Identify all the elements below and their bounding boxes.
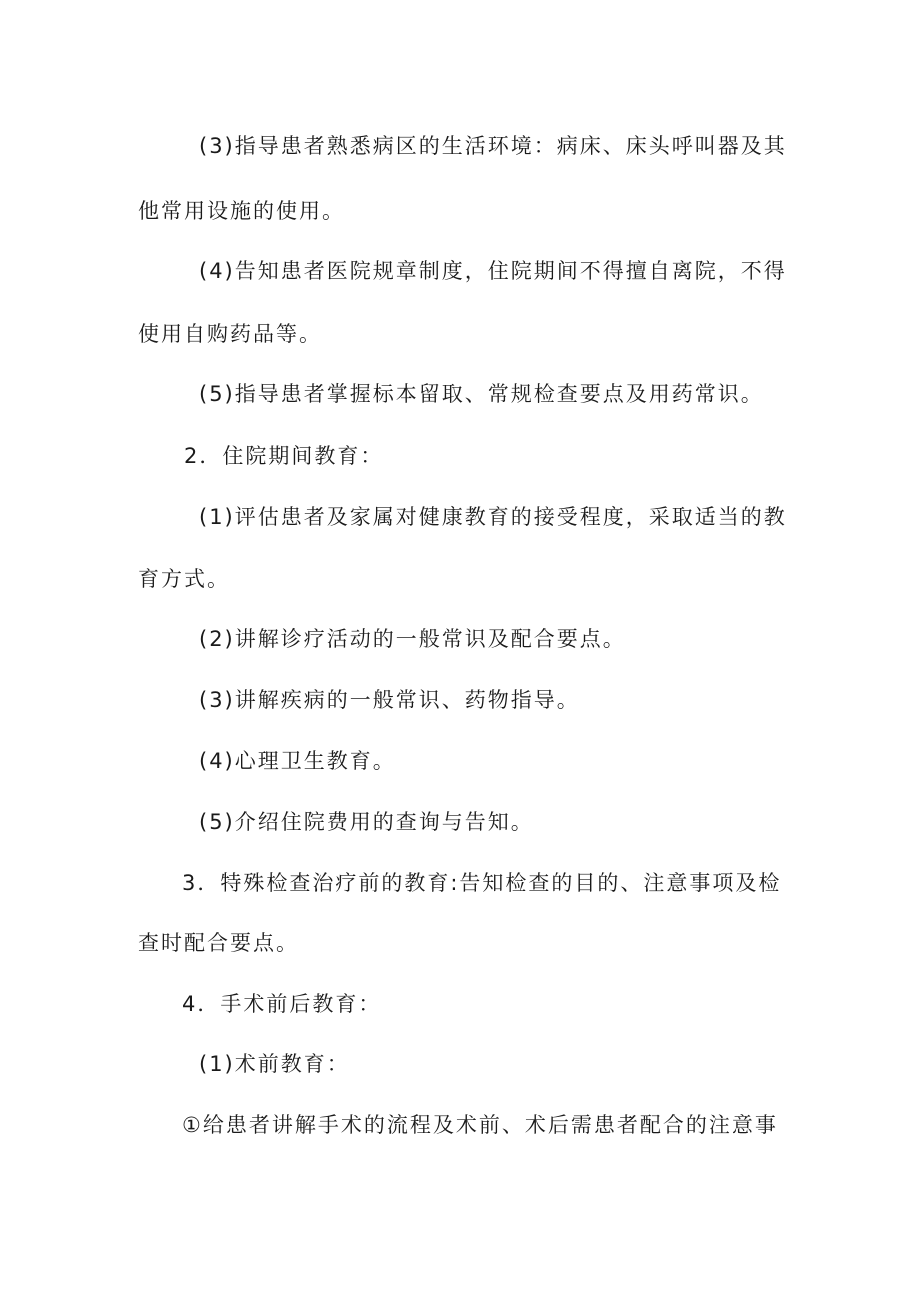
paragraph-line: (5)介绍住院费用的查询与告知。 [199, 810, 534, 834]
paragraph-line: (1)术前教育： [199, 1052, 350, 1076]
section-heading: 4．手术前后教育： [182, 992, 382, 1016]
paragraph-line: 他常用设施的使用。 [138, 199, 345, 223]
section-heading: 3．特殊检查治疗前的教育:告知检查的目的、注意事项及检 [182, 871, 782, 895]
paragraph-line: (3)讲解疾病的一般常识、药物指导。 [199, 688, 580, 712]
paragraph-line: (1)评估患者及家属对健康教育的接受程度，采取适当的教 [199, 505, 787, 529]
paragraph-line: ①给患者讲解手术的流程及术前、术后需患者配合的注意事 [182, 1113, 778, 1137]
paragraph-line: (4)心理卫生教育。 [199, 749, 396, 773]
paragraph-line: (4)告知患者医院规章制度，住院期间不得擅自离院，不得 [199, 259, 787, 283]
paragraph-line: 使用自购药品等。 [138, 322, 322, 346]
section-heading: 2．住院期间教育： [184, 444, 384, 468]
paragraph-line: 查时配合要点。 [138, 931, 299, 955]
paragraph-line: (3)指导患者熟悉病区的生活环境：病床、床头呼叫器及其 [199, 134, 787, 158]
paragraph-line: (5)指导患者掌握标本留取、常规检查要点及用药常识。 [199, 382, 764, 406]
paragraph-line: (2)讲解诊疗活动的一般常识及配合要点。 [199, 627, 626, 651]
paragraph-line: 育方式。 [138, 567, 230, 591]
